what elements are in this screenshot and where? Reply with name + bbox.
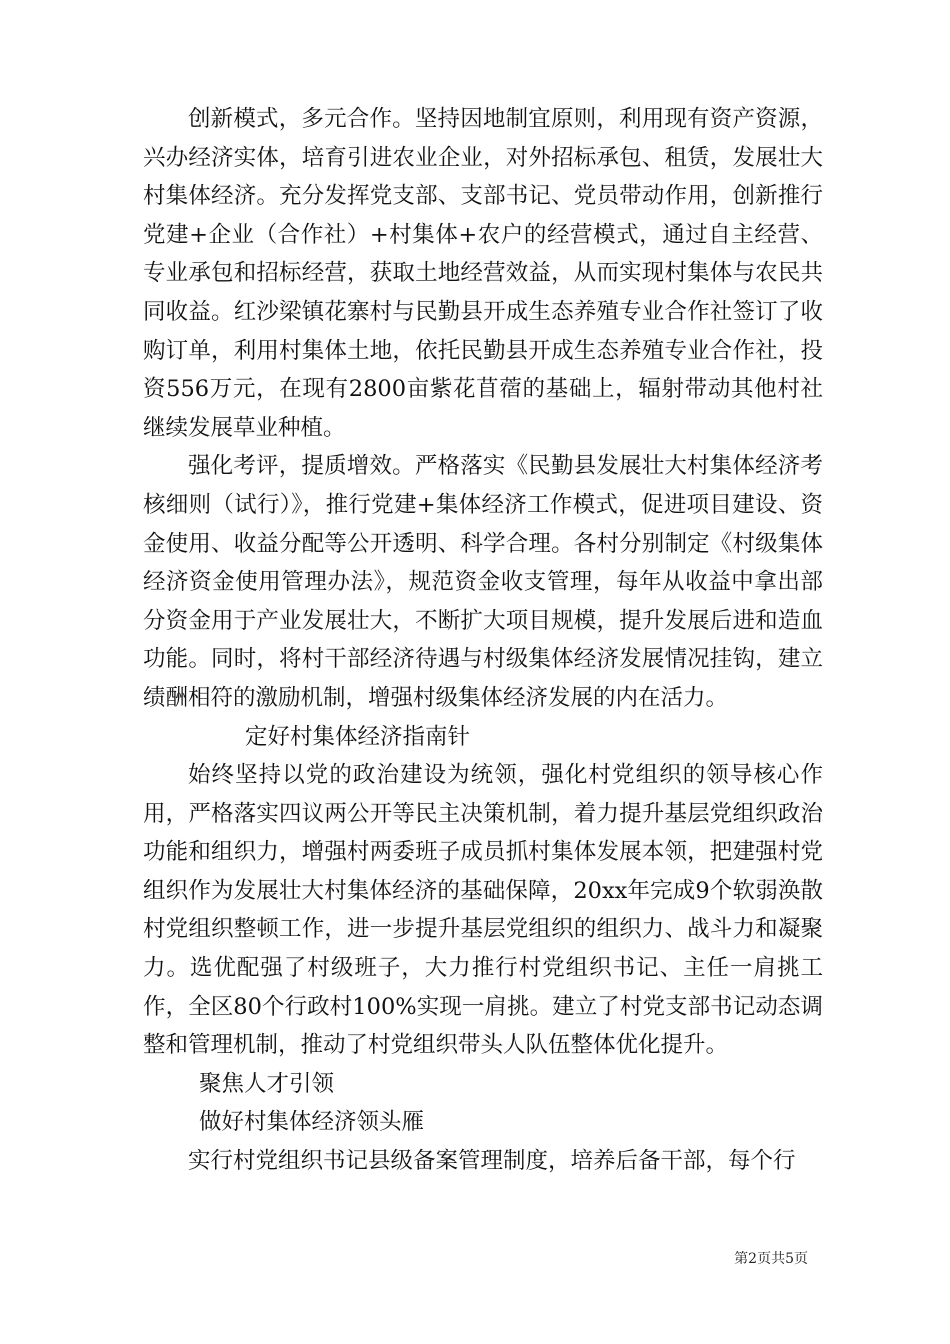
paragraph-party-building: 始终坚持以党的政治建设为统领，强化村党组织的领导核心作用，严格落实四议两公开等民主决策机制，着力提升基层党组织政治功能和组织力，增强村两委班子成员抓村集体发展本领，把建强村党组织作为发展壮大村集体经济的基础保障，20xx年完成9个软弱涣散村党组织整顿工作，进一步提升基层党组织的组织力、战斗力和凝聚力。选优配强了村级班子，大力推行村党组织书记、主任一肩挑工作，全区80个行政村100%实现一肩挑。建立了村党支部书记动态调整和管理机制，推动了村党组织带头人队伍整体优化提升。 xyxy=(143,762,823,1059)
section-heading-leader: 做好村集体经济领头雁 xyxy=(199,1109,425,1136)
paragraph-secretary-management: 实行村党组织书记县级备案管理制度，培养后备干部，每个行 xyxy=(188,1148,796,1175)
paragraph-innovation-model: 创新模式，多元合作。坚持因地制宜原则，利用现有资产资源，兴办经济实体，培育引进农业企业，对外招标承包、租赁，发展壮大村集体经济。充分发挥党支部、支部书记、党员带动作用，创新推行党建+企业（合作社）+村集体+农户的经营模式，通过自主经营、专业承包和招标经营，获取土地经营效益，从而实现村集体与农民共同收益。红沙梁镇花寨村与民勤县开成生态养殖专业合作社签订了收购订单，利用村集体土地，依托民勤县开成生态养殖专业合作社，投资556万元，在现有2800亩紫花苜蓿的基础上，辐射带动其他村社继续发展草业种植。 xyxy=(143,106,823,441)
page-number-footer: 第2页共5页 xyxy=(734,1251,808,1267)
paragraph-assessment: 强化考评，提质增效。严格落实《民勤县发展壮大村集体经济考核细则（试行）》，推行党建+集体经济工作模式，促进项目建设、资金使用、收益分配等公开透明、科学合理。各村分别制定《村级集体经济资金使用管理办法》，规范资金收支管理，每年从收益中拿出部分资金用于产业发展壮大，不断扩大项目规模，提升发展后进和造血功能。同时，将村干部经济待遇与村级集体经济发展情况挂钩，建立绩酬相符的激励机制，增强村级集体经济发展的内在活力。 xyxy=(143,453,823,711)
section-heading-guide: 定好村集体经济指南针 xyxy=(245,723,471,750)
document-body xyxy=(143,100,823,1181)
section-heading-talent: 聚焦人才引领 xyxy=(199,1070,335,1097)
